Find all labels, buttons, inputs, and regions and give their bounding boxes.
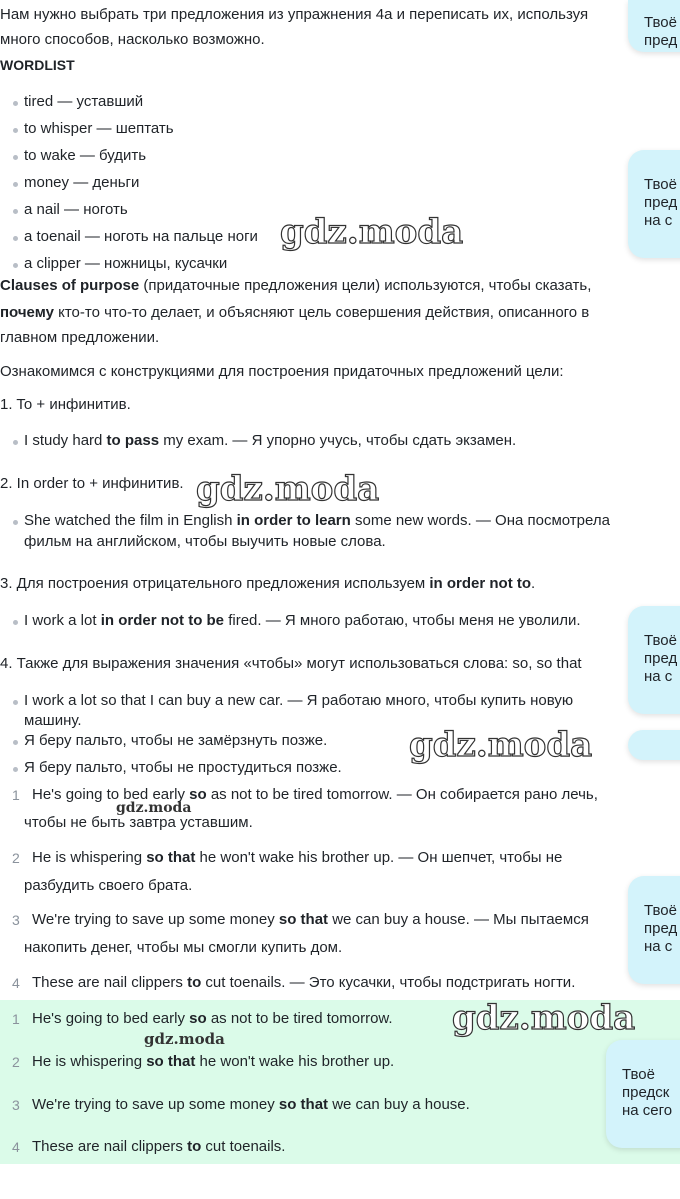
chat-bubble-line: на с [644, 668, 673, 685]
answer-line [32, 910, 589, 930]
text-span: I work a lot [24, 612, 101, 629]
final-answer-line [32, 1052, 394, 1072]
text-span: He's going to bed early [32, 786, 190, 803]
wordlist-item: a nail — ноготь [24, 201, 128, 218]
bold-term: in order not to [429, 575, 532, 592]
bullet-icon [13, 236, 18, 241]
bold-term: to [187, 1138, 202, 1155]
bullet-icon [13, 440, 18, 445]
rule-4-example-1-line-2: машину. [24, 712, 82, 729]
chat-bubble-line: пред [644, 650, 678, 667]
bold-term: so that [278, 1096, 329, 1113]
text-span: We're trying to save up some money [32, 911, 279, 928]
bullet-icon [13, 263, 18, 268]
intro-line-2: много способов, насколько возможно. [0, 31, 265, 48]
wordlist-item: a toenail — ноготь на пальце ноги [24, 228, 258, 245]
watermark-logo: gdz.moda [196, 469, 380, 509]
chat-bubble-line: Твоё [644, 902, 677, 919]
text-span: We're trying to save up some money [32, 1096, 279, 1113]
bullet-icon [13, 182, 18, 187]
text-span: These are nail clippers [32, 1138, 188, 1155]
bullet-icon [13, 767, 18, 772]
chat-bubble[interactable] [628, 876, 680, 984]
chat-bubble-line: Твоё [622, 1066, 655, 1083]
text-span: we can buy a house. — Мы пытаемся [328, 911, 589, 928]
bullet-icon [13, 520, 18, 525]
answer-number: 1 [12, 1011, 20, 1027]
intro-line-1: Нам нужно выбрать три предложения из упражнения 4а и переписать их, используя [0, 6, 589, 23]
chat-bubble-line: на с [644, 938, 673, 955]
bullet-icon [13, 128, 18, 133]
answer-number: 1 [12, 787, 20, 803]
answer-number: 2 [12, 1054, 20, 1070]
bold-term: Clauses of purpose [0, 277, 140, 294]
watermark-logo-small: gdz.moda [116, 800, 192, 816]
rule-4-example-3: Я беру пальто, чтобы не простудиться позже. [24, 759, 342, 776]
theory-paragraph-2: Ознакомимся с конструкциями для построения придаточных предложений цели: [0, 363, 564, 380]
chat-bubble[interactable] [628, 606, 680, 714]
chat-bubble[interactable] [628, 150, 680, 258]
answer-number: 3 [12, 1097, 20, 1113]
bullet-icon [13, 620, 18, 625]
text-span: he won't wake his brother up. — Он шепчет, чтобы не [195, 849, 563, 866]
bold-term: so that [146, 849, 196, 866]
chat-bubble-line: пред [644, 194, 678, 211]
theory-paragraph-line-2 [0, 303, 589, 323]
text-span: some new words. — Она посмотрела [350, 512, 610, 529]
rule-1: 1. To + инфинитив. [0, 396, 131, 413]
bullet-icon [13, 155, 18, 160]
wordlist-item: a clipper — ножницы, кусачки [24, 255, 228, 272]
text-span: as not to be tired tomorrow. — Он собирается рано лечь, [206, 786, 598, 803]
text-span: as not to be tired tomorrow. [206, 1010, 393, 1027]
wordlist-item: to whisper — шептать [24, 120, 174, 137]
bold-term: почему [0, 304, 54, 321]
answer-line-2: разбудить своего брата. [24, 877, 193, 894]
answer-line-2: накопить денег, чтобы мы смогли купить дом. [24, 939, 343, 956]
text-span: кто-то что-то делает, и объясняют цель совершения действия, описанного в [53, 304, 590, 321]
bullet-icon [13, 101, 18, 106]
bullet-icon [13, 209, 18, 214]
chat-bubble-line: предск [622, 1084, 670, 1101]
chat-bubble-line: на с [644, 212, 673, 229]
chat-bubble-partial[interactable] [628, 730, 680, 760]
text-span: cut toenails. — Это кусачки, чтобы подстригать ногти. [201, 974, 576, 991]
final-answer-line [32, 1137, 285, 1157]
rule-4-example-1: I work a lot so that I can buy a new car. — Я работаю много, чтобы купить новую [24, 692, 574, 709]
chat-bubble-line: пред [644, 32, 678, 49]
rule-2-example [24, 511, 610, 531]
chat-bubble[interactable] [628, 0, 680, 52]
rule-2: 2. In order to + инфинитив. [0, 475, 184, 492]
chat-bubble-line: Твоё [644, 632, 677, 649]
text-span: He is whispering [32, 849, 147, 866]
bold-term: so [189, 1010, 207, 1027]
answer-line [32, 973, 575, 993]
text-span: I study hard [24, 432, 107, 449]
answer-number: 4 [12, 1139, 20, 1155]
bold-term: so [189, 786, 207, 803]
rule-4-example-2: Я беру пальто, чтобы не замёрзнуть позже. [24, 732, 328, 749]
watermark-logo-small: gdz.moda [144, 1030, 225, 1048]
text-span: She watched the film in English [24, 512, 237, 529]
bold-term: to [187, 974, 202, 991]
text-span: we can buy a house. [328, 1096, 470, 1113]
text-span: He is whispering [32, 1053, 147, 1070]
rule-2-example-line-2: фильм на английском, чтобы выучить новые слова. [24, 533, 386, 550]
wordlist-heading: WORDLIST [0, 57, 75, 73]
rule-1-example [24, 431, 516, 451]
text-span: (придаточные предложения цели) используются, чтобы сказать, [139, 277, 592, 294]
bold-term: in order not to be [100, 612, 225, 629]
final-answer-line [32, 1095, 470, 1115]
bold-term: in order to learn [236, 512, 351, 529]
final-answer-line [32, 1009, 393, 1029]
text-span: 3. Для построения отрицательного предложения используем [0, 575, 430, 592]
watermark-logo: gdz.moda [280, 212, 464, 252]
chat-bubble[interactable] [606, 1040, 680, 1148]
bold-term: to pass [106, 432, 160, 449]
chat-bubble-line: Твоё [644, 176, 677, 193]
answer-line [32, 848, 562, 868]
answer-line-2: чтобы не быть завтра уставшим. [24, 814, 253, 831]
text-span: he won't wake his brother up. [195, 1053, 395, 1070]
rule-3 [0, 574, 535, 594]
wordlist-item: tired — уставший [24, 93, 144, 110]
wordlist-item: money — деньги [24, 174, 140, 191]
chat-bubble-line: на сего [622, 1102, 673, 1119]
text-span: my exam. — Я упорно учусь, чтобы сдать экзамен. [159, 432, 517, 449]
answer-number: 3 [12, 912, 20, 928]
text-span: fired. — Я много работаю, чтобы меня не уволили. [224, 612, 581, 629]
wordlist-item: to wake — будить [24, 147, 147, 164]
text-span: cut toenails. [201, 1138, 286, 1155]
theory-paragraph-line-3: главном предложении. [0, 329, 160, 346]
watermark-logo: gdz.moda [452, 998, 636, 1038]
bullet-icon [13, 700, 18, 705]
bold-term: so that [146, 1053, 196, 1070]
theory-paragraph-line-1 [0, 276, 591, 296]
rule-4: 4. Также для выражения значения «чтобы» могут использоваться слова: so, so that [0, 655, 582, 672]
answer-number: 4 [12, 975, 20, 991]
bold-term: so that [278, 911, 329, 928]
watermark-logo: gdz.moda [409, 725, 593, 765]
chat-bubble-line: Твоё [644, 14, 677, 31]
rule-3-example [24, 611, 581, 631]
chat-bubble-line: пред [644, 920, 678, 937]
text-span: These are nail clippers [32, 974, 188, 991]
answer-number: 2 [12, 850, 20, 866]
text-span: . [531, 575, 536, 592]
text-span: He's going to bed early [32, 1010, 190, 1027]
bullet-icon [13, 740, 18, 745]
